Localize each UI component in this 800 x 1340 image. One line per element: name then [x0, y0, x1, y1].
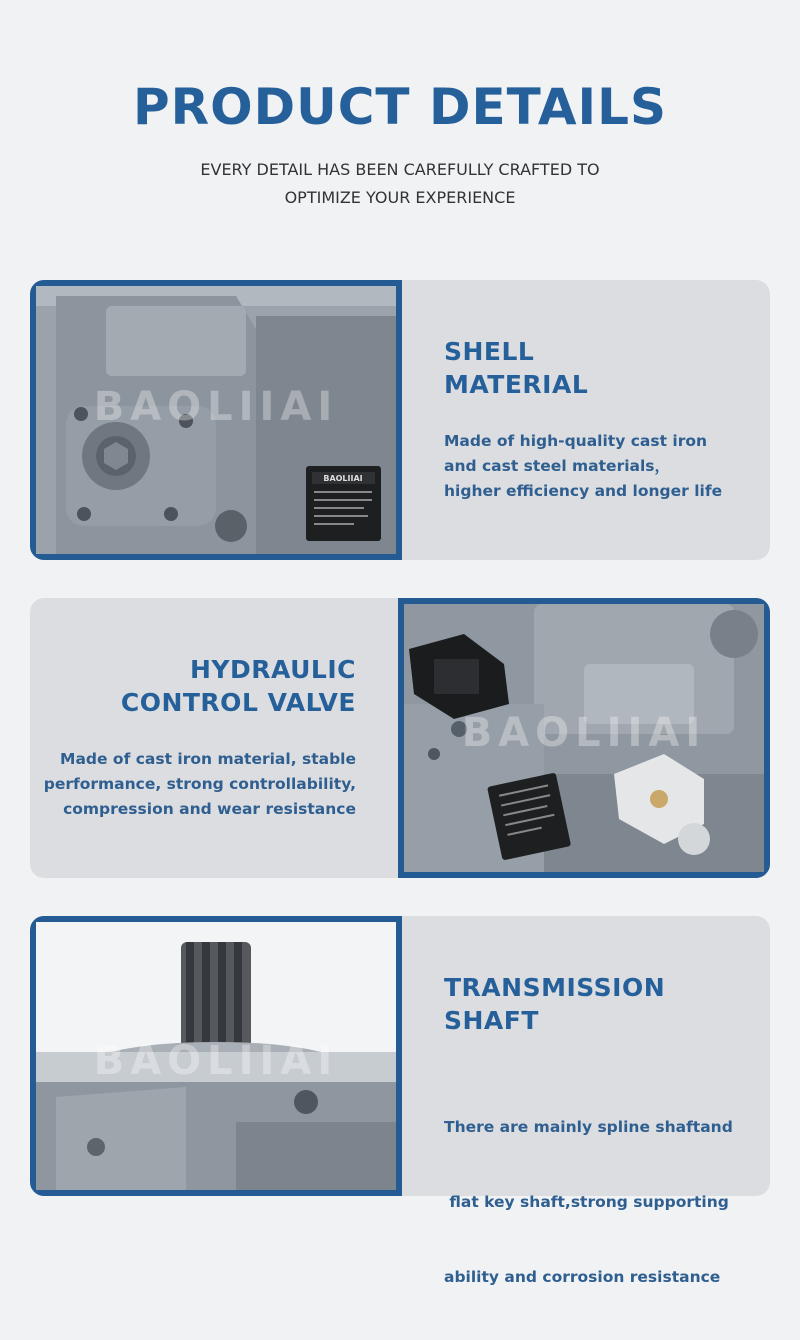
feature-card-transmission-shaft	[30, 916, 770, 1286]
section-description: Made of high-quality cast iron and cast steel materials， higher efficiency and longer life	[444, 432, 723, 500]
hydraulic-control-valve-photo	[398, 598, 770, 878]
nameplate-brand: BAOLIIAI	[323, 474, 363, 483]
subtitle-line: OPTIMIZE YOUR EXPERIENCE	[284, 188, 516, 207]
section-description: Made of cast iron material, stable performance, strong controllability, compression and wear resistance	[43, 750, 356, 818]
shell-material-photo	[30, 280, 402, 560]
transmission-shaft-text	[444, 916, 774, 1286]
watermark-text: BAOLIIAI	[93, 384, 339, 430]
watermark-text: BAOLIIAI	[93, 1038, 339, 1084]
subtitle-line: EVERY DETAIL HAS BEEN CAREFULLY CRAFTED TO	[200, 160, 600, 179]
spline-shaft-illustration	[36, 922, 396, 1190]
section-description: There are mainly spline shaftand flat key shaft,strong supporting ability and corrosion resistance	[444, 1118, 733, 1286]
section-heading: HYDRAULIC CONTROL VALVE	[120, 655, 356, 717]
feature-card-shell-material	[30, 280, 770, 560]
hydraulic-control-valve-text	[30, 598, 356, 878]
page-title: PRODUCT DETAILS	[132, 78, 668, 136]
section-heading: TRANSMISSION SHAFT	[444, 973, 666, 1035]
feature-card-hydraulic-control-valve	[30, 598, 770, 878]
pump-housing-illustration	[36, 286, 396, 554]
watermark-text: BAOLIIAI	[461, 710, 707, 756]
section-heading: SHELL MATERIAL	[444, 337, 589, 399]
page-subtitle	[0, 156, 800, 212]
control-valve-illustration	[404, 604, 764, 872]
shell-material-text	[444, 280, 774, 560]
transmission-shaft-photo	[30, 916, 402, 1196]
